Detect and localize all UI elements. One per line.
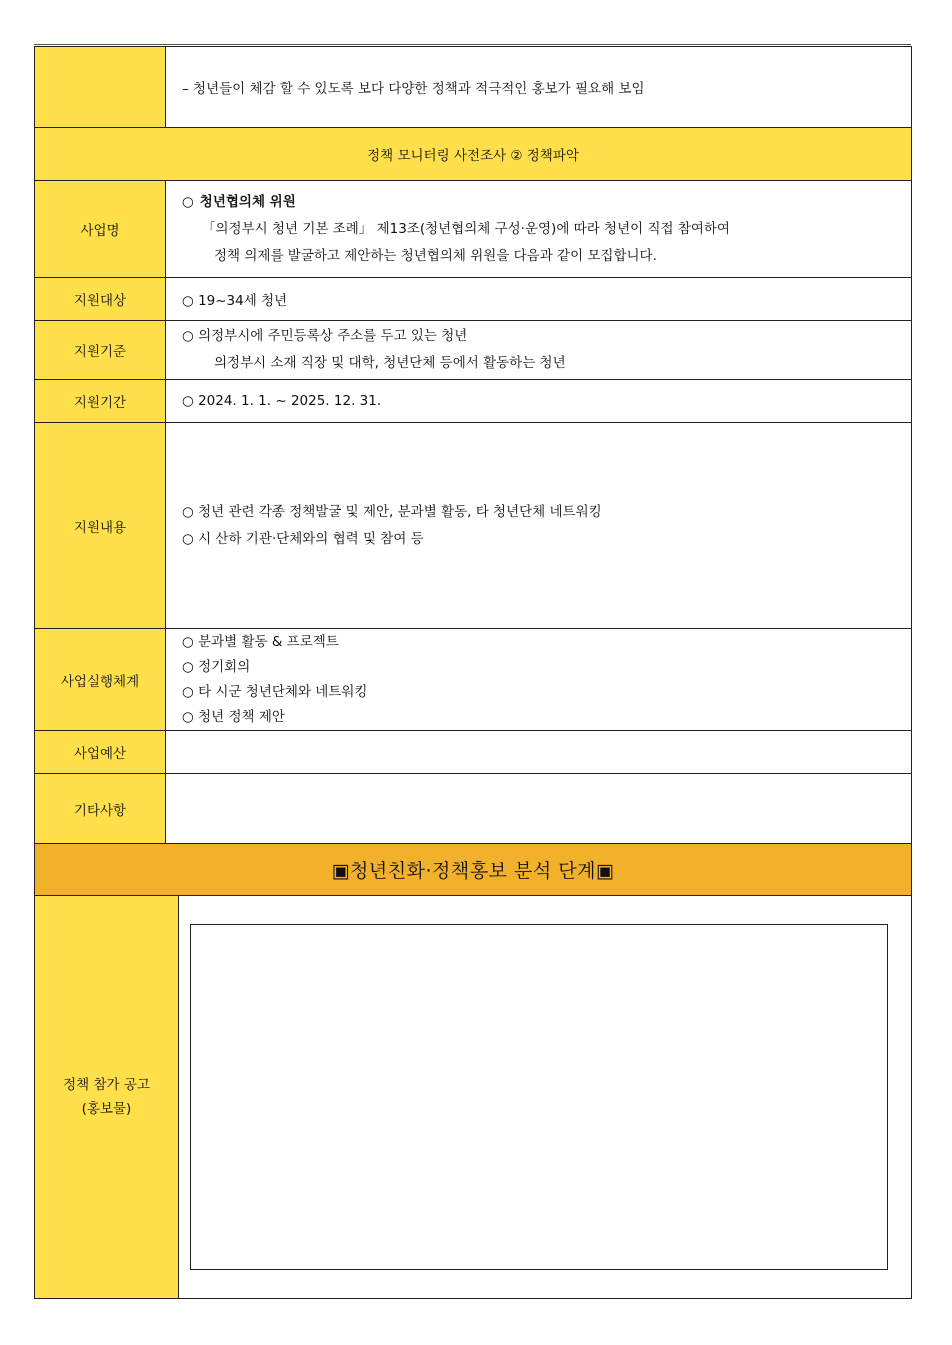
business-name-value <box>166 181 912 278</box>
execution-item: ○ 타 시군 청년단체와 네트워킹 <box>182 683 368 700</box>
criteria-line-1: ○ 의정부시에 주민등록상 주소를 두고 있는 청년 <box>182 328 468 344</box>
budget-row <box>35 731 912 774</box>
execution-item: ○ 청년 정책 제안 <box>182 708 285 725</box>
execution-label: 사업실행체계 <box>35 629 166 731</box>
policy-table <box>34 46 912 896</box>
target-row <box>35 278 912 321</box>
execution-item: ○ 정기회의 <box>182 658 251 675</box>
promo-label <box>35 896 179 1298</box>
execution-item: ○ 분과별 활동 & 프로젝트 <box>182 633 339 650</box>
content-label: 지원내용 <box>35 423 166 629</box>
execution-row <box>35 629 912 731</box>
content-row <box>35 423 912 629</box>
section-title-row <box>35 128 912 181</box>
top-rule <box>34 44 911 45</box>
analysis-header-row <box>35 844 912 896</box>
etc-label: 기타사항 <box>35 774 166 844</box>
bullet-circle: ○ <box>182 193 194 210</box>
business-desc-2: 정책 의제를 발굴하고 제안하는 청년협의체 위원을 다음과 같이 모집합니다. <box>214 247 657 264</box>
criteria-label: 지원기준 <box>35 321 166 380</box>
promo-image-frame <box>190 924 888 1270</box>
criteria-row <box>35 321 912 380</box>
content-value <box>166 423 912 629</box>
section-title: 정책 모니터링 사전조사 ② 정책파악 <box>35 128 912 181</box>
budget-label: 사업예산 <box>35 731 166 774</box>
criteria-line-2: 의정부시 소재 직장 및 대학, 청년단체 등에서 활동하는 청년 <box>214 355 566 371</box>
content-line-1: ○ 청년 관련 각종 정책발굴 및 제안, 분과별 활동, 타 청년단체 네트워킹 <box>182 503 602 520</box>
promo-label-line-1: 정책 참가 공고 <box>63 1076 150 1093</box>
period-row <box>35 380 912 423</box>
etc-value <box>166 774 912 844</box>
criteria-value <box>166 321 912 380</box>
business-title-line <box>182 189 911 216</box>
period-label: 지원기간 <box>35 380 166 423</box>
analysis-header: ▣청년친화·정책홍보 분석 단계▣ <box>35 844 912 896</box>
etc-row <box>35 774 912 844</box>
business-desc-1: 「의정부시 청년 기본 조례」 제13조(청년협의체 구성·운영)에 따라 청년이 직접 참여하여 <box>202 220 730 237</box>
execution-value <box>166 629 912 731</box>
business-title: 청년협의체 위원 <box>199 193 296 210</box>
period-value: ○ 2024. 1. 1. ~ 2025. 12. 31. <box>166 380 912 423</box>
budget-value <box>166 731 912 774</box>
intro-text: – 청년들이 체감 할 수 있도록 보다 다양한 정책과 적극적인 홍보가 필요해 보임 <box>166 47 912 128</box>
business-name-label: 사업명 <box>35 181 166 278</box>
content-line-2: ○ 시 산하 기관·단체와의 협력 및 참여 등 <box>182 530 424 547</box>
promo-label-line-2: (홍보물) <box>81 1100 132 1117</box>
intro-row <box>35 47 912 128</box>
target-label: 지원대상 <box>35 278 166 321</box>
intro-label-cell <box>35 47 166 128</box>
business-name-row <box>35 181 912 278</box>
target-value: ○ 19~34세 청년 <box>166 278 912 321</box>
